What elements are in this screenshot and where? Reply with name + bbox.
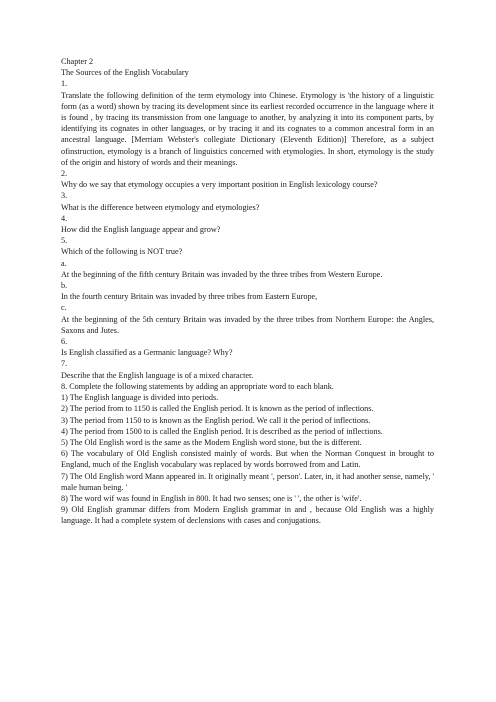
list-item: 7) The Old English word Mann appeared in. It originally meant ', person'. Later, in, it had another sense, namely, ' male human being. ' [61,471,434,492]
question-text: 8. Complete the following statements by adding an appropriate word to each blank. [61,381,334,391]
list-item: 1) The English language is divided into periods. [61,393,219,403]
option-text: At the beginning of the fifth century Britain was invaded by the three tribes from Western Europe. [61,269,383,279]
list-item: 3) The period from 1150 to is known as the English period. We call it the period of inflections. [61,415,371,425]
option-label: b. [61,281,68,291]
question-text: Which of the following is NOT true? [61,247,183,257]
question-number: 5. [61,236,68,246]
question-number: 2. [61,169,68,179]
option-text: At the beginning of the 5th century Britain was invaded by the three tribes from Northern Europe: the Angles, Saxons and Jutes. [61,314,434,335]
question-number: 4. [61,213,68,223]
question-text: What is the difference between etymology and etymologies? [61,202,260,212]
question-text: How did the English language appear and grow? [61,225,221,235]
question-text: Describe that the English language is of a mixed character. [61,370,254,380]
list-item: 9) Old English grammar differs from Modern English grammar in and , because Old English was a highly language. It had a complete system of declensions with cases and conjugations. [61,505,434,526]
chapter-heading: Chapter 2 [61,57,94,66]
question-number: 3. [61,191,68,201]
list-item: 2) The period from to 1150 is called the English period. It is known as the period of inflections. [61,404,374,414]
list-item: 4) The period from 1500 to is called the English period. It is described as the period of inflections. [61,426,383,436]
question-text: Translate the following definition of the term etymology into Chinese. Etymology is 'the history of a linguistic form (as a word) shown by tracing its development since its earliest recorded occurrence in the language where it is found , by tracing its transmission from one language to another, by analyzing it into its component parts, by identifying its cognates in other languages, or by tracing it and its cognates to a common ancestral form in an ancestral language. [Merriam Webster's collegiate Dictionary (Eleventh Edition)] Therefore, as a subject ofinstruction, etymology is a branch of linguistics concerned with etymologies. In short, etymology is the study of the origin and history of words and their meanings. [61,90,434,167]
question-text: Why do we say that etymology occupies a very important position in English lexicology course? [61,180,378,190]
option-text: In the fourth century Britain was invaded by three tribes from Eastern Europe, [61,292,318,302]
question-number: 6. [61,337,68,347]
list-item: 8) The word wif was found in English in 800. It had two senses; one is ' ', the other is 'wife'. [61,493,362,503]
question-number: 7. [61,359,68,369]
question-number: 1. [61,79,68,89]
list-item: 5) The Old English word is the same as the Modern English word stone, but the is different. [61,437,362,447]
document-page [61,56,434,527]
list-item: 6) The vocabulary of Old English consisted mainly of words. But when the Norman Conquest in brought to England, much of the English vocabulary was replaced by words borrowed from and Latin. [61,449,434,470]
chapter-title: The Sources of the English Vocabulary [61,68,189,78]
question-text: Is English classified as a Germanic language? Why? [61,348,233,358]
option-label: c. [61,303,67,313]
option-label: a. [61,258,67,268]
